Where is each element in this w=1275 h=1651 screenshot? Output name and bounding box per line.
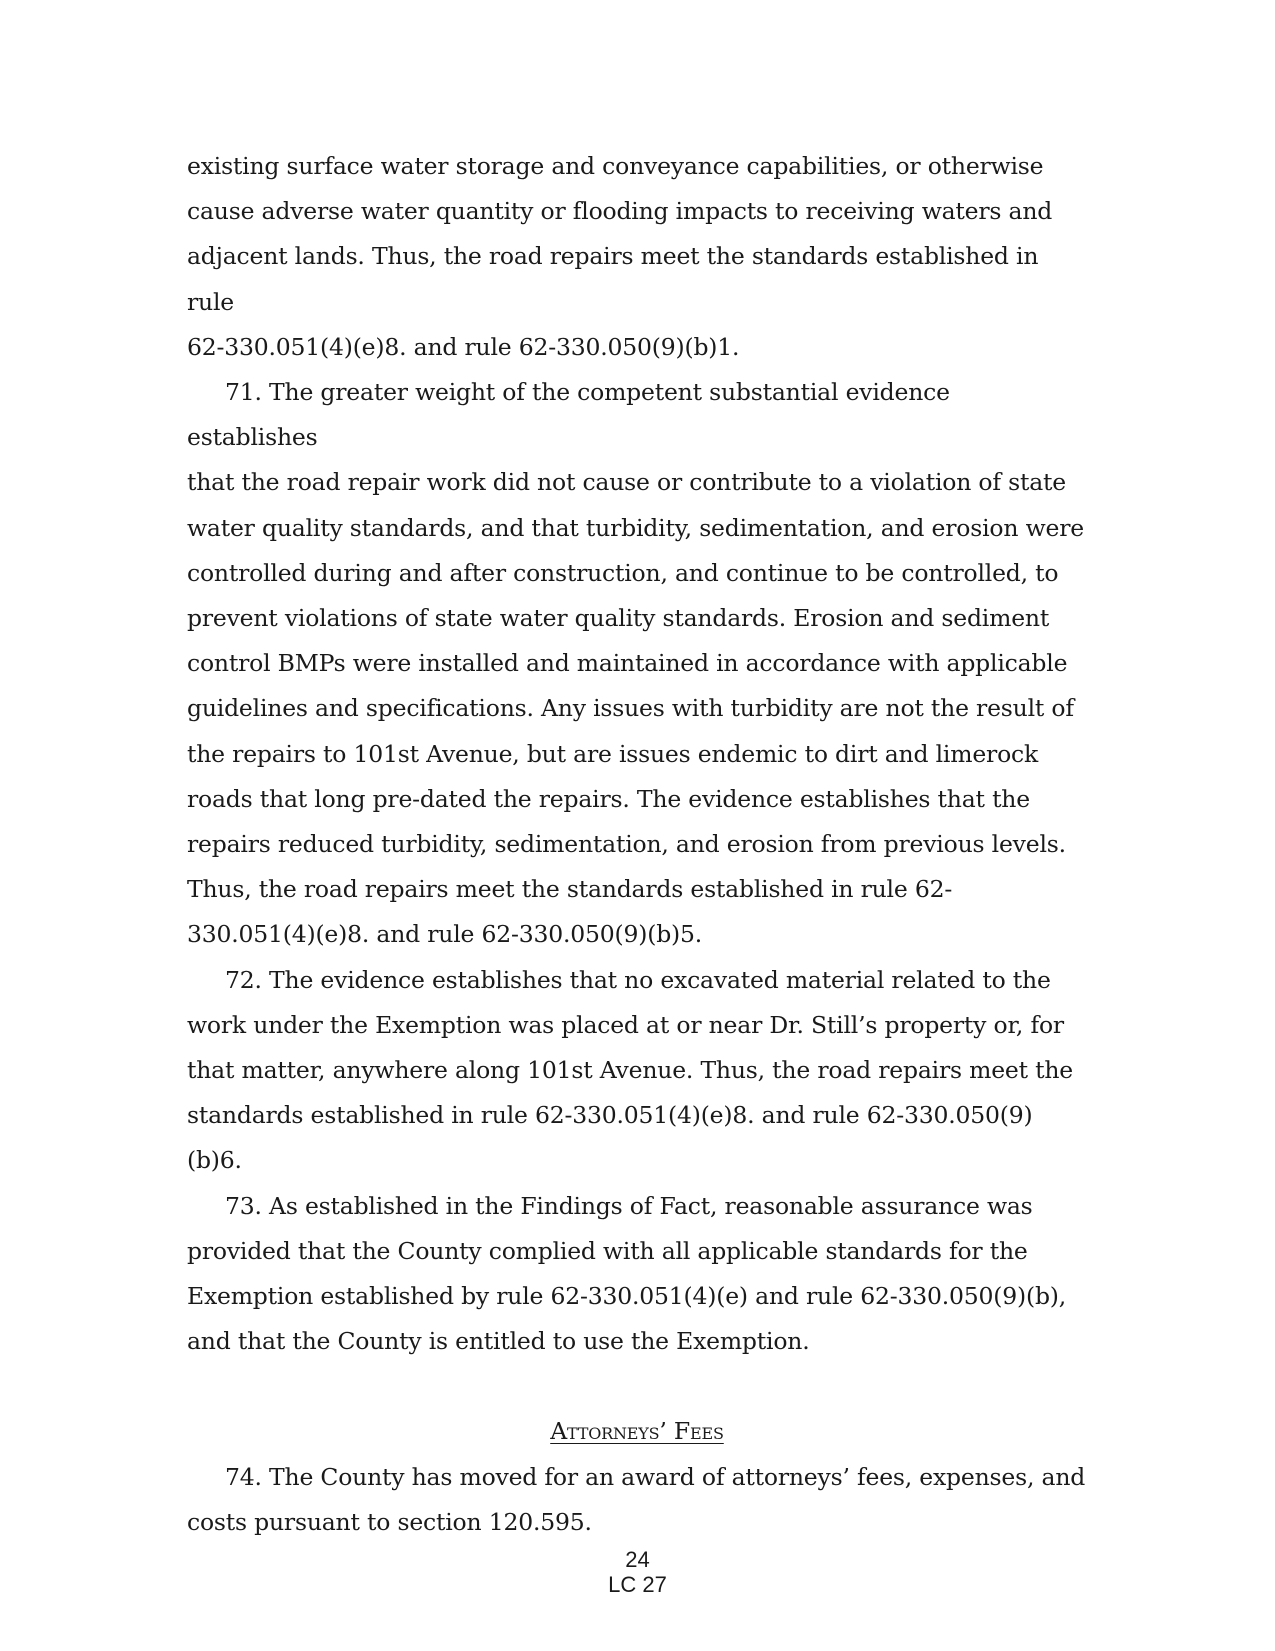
paragraph-71 — [187, 370, 1087, 958]
text-line: 73. As established in the Findings of Fact, reasonable assurance was — [225, 1191, 1033, 1220]
text-line: Exemption established by rule 62-330.051(4)(e) and rule 62-330.050(9)(b), — [187, 1282, 1067, 1311]
text-line: guidelines and specifications. Any issues with turbidity are not the result of — [187, 694, 1074, 723]
text-line: work under the Exemption was placed at or near Dr. Still’s property or, for — [187, 1010, 1064, 1039]
paragraph-73 — [187, 1184, 1087, 1365]
page-footer — [0, 1547, 1275, 1597]
text-line: prevent violations of state water quality standards. Erosion and sediment — [187, 604, 1050, 633]
page-number: 24 — [625, 1547, 650, 1572]
document-stamp: LC 27 — [608, 1572, 667, 1597]
paragraph-74 — [187, 1455, 1087, 1545]
text-line: existing surface water storage and conveyance capabilities, or otherwise — [187, 152, 1044, 180]
text-line: 71. The greater weight of the competent substantial evidence establishes — [187, 378, 950, 452]
text-line: adjacent lands. Thus, the road repairs meet the standards established in rule — [187, 242, 1039, 316]
text-line: cause adverse water quantity or flooding impacts to receiving waters and — [187, 197, 1053, 226]
text-line: costs pursuant to section 120.595. — [187, 1507, 592, 1536]
text-line: water quality standards, and that turbidity, sedimentation, and erosion were — [187, 513, 1084, 542]
text-line: 330.051(4)(e)8. and rule 62-330.050(9)(b)5. — [187, 920, 703, 949]
text-line: standards established in rule 62-330.051(4)(e)8. and rule 62-330.050(9)(b)6. — [187, 1101, 1033, 1175]
text-line: that the road repair work did not cause or contribute to a violation of state — [187, 468, 1066, 497]
text-line: controlled during and after construction, and continue to be controlled, to — [187, 558, 1059, 587]
text-line: control BMPs were installed and maintained in accordance with applicable — [187, 649, 1068, 678]
text-line: Thus, the road repairs meet the standards established in rule 62- — [187, 875, 953, 904]
document-body — [187, 144, 1087, 1545]
paragraph-72 — [187, 958, 1087, 1184]
text-line: 62-330.051(4)(e)8. and rule 62-330.050(9)(b)1. — [187, 332, 740, 361]
text-line: 72. The evidence establishes that no excavated material related to the — [225, 965, 1051, 994]
text-line: that matter, anywhere along 101st Avenue. Thus, the road repairs meet the — [187, 1056, 1074, 1085]
text-line: provided that the County complied with all applicable standards for the — [187, 1236, 1028, 1265]
text-line: 74. The County has moved for an award of attorneys’ fees, expenses, and — [225, 1462, 1086, 1491]
section-heading-attorneys-fees: Attorneys’ Fees — [550, 1417, 724, 1446]
text-line: roads that long pre-dated the repairs. The evidence establishes that the — [187, 784, 1030, 813]
text-line: repairs reduced turbidity, sedimentation, and erosion from previous levels. — [187, 830, 1066, 859]
text-line: the repairs to 101st Avenue, but are issues endemic to dirt and limerock — [187, 739, 1039, 768]
paragraph-continuation — [187, 144, 1087, 370]
text-line: and that the County is entitled to use the Exemption. — [187, 1327, 810, 1356]
